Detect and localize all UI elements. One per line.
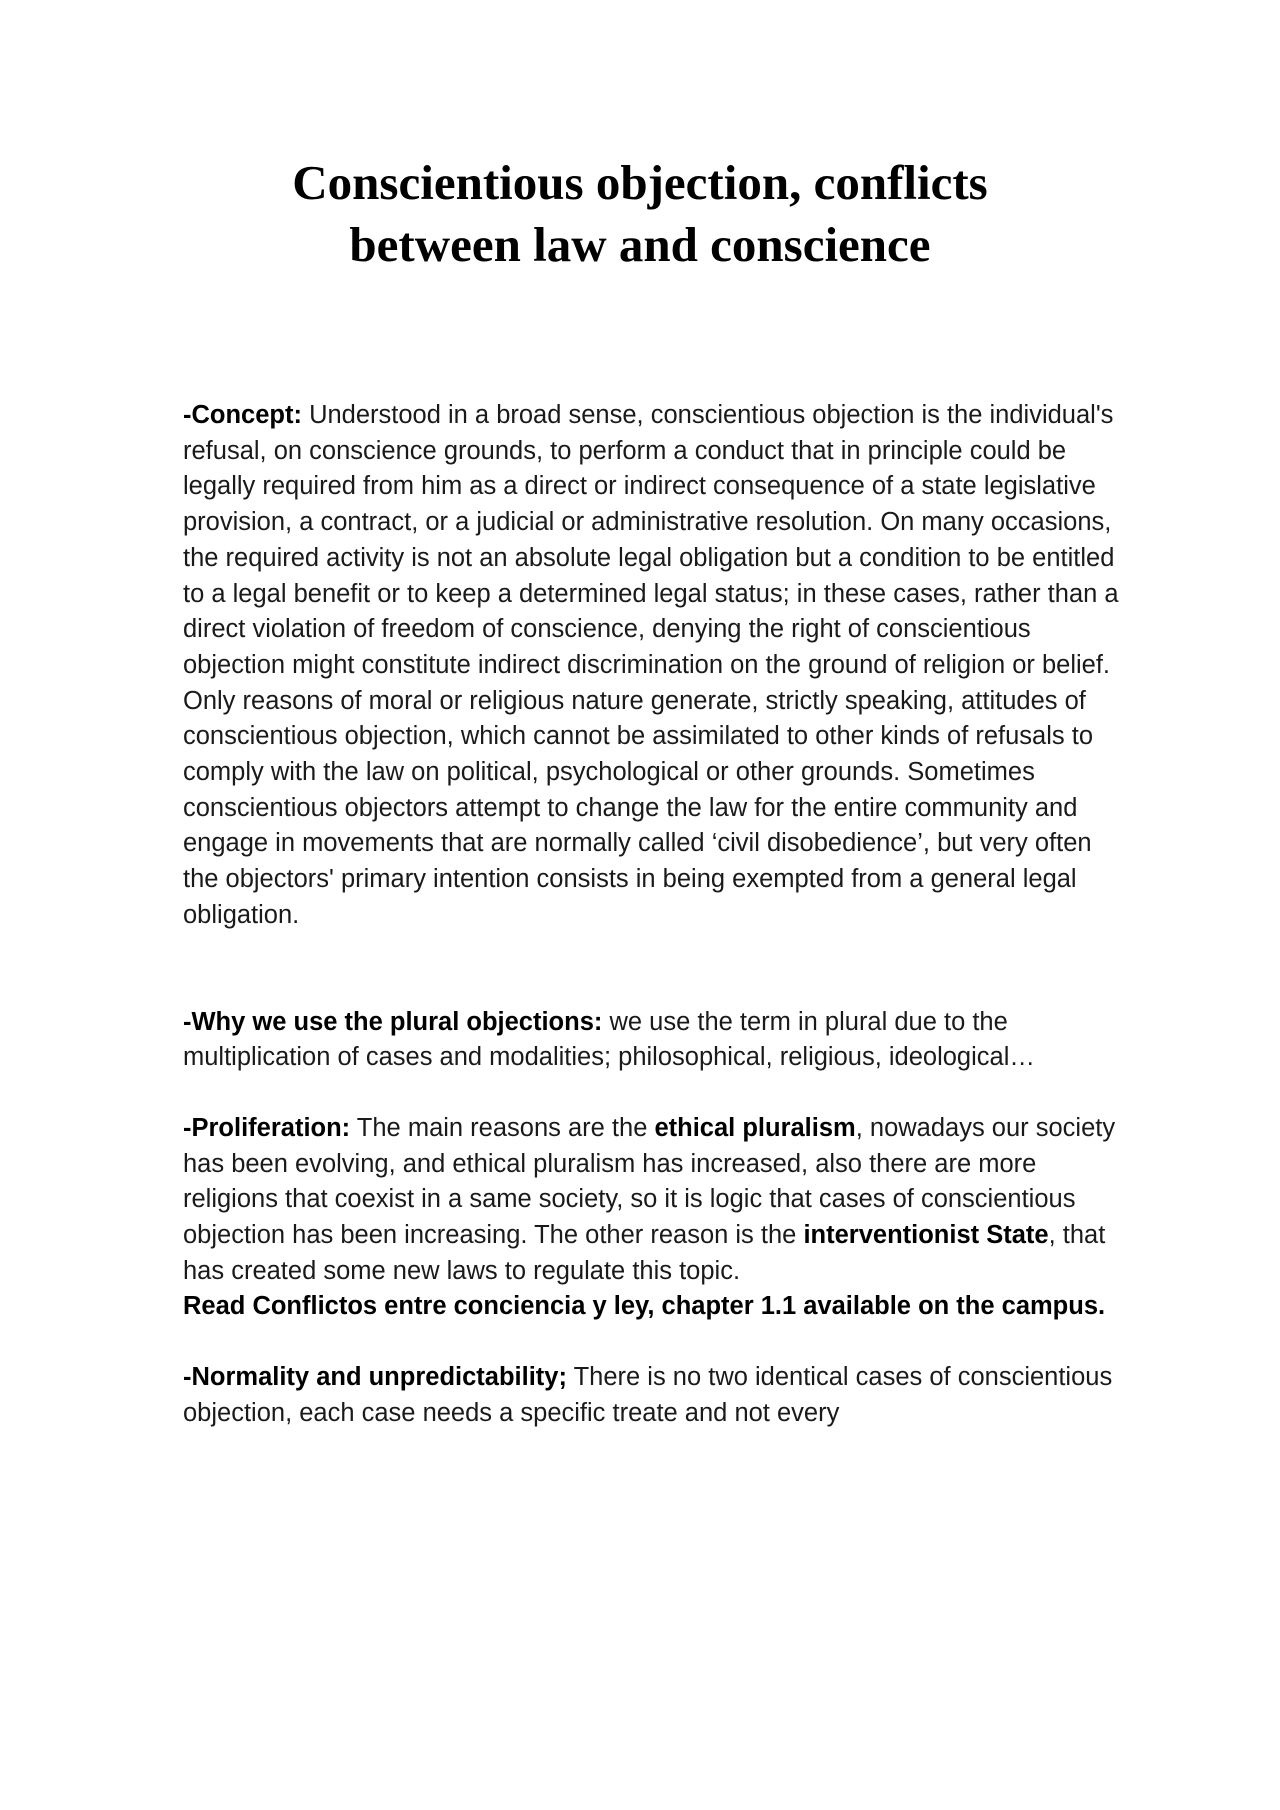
normality-text: There is no two identical cases of conscientious objection, each case needs a specific treate and not every <box>183 1363 1113 1427</box>
interventionist-state-term: interventionist State <box>803 1221 1049 1250</box>
proliferation-text-3: , that has created some new laws to regulate this topic. <box>183 1221 1106 1285</box>
paragraph-spacer <box>183 1076 1123 1111</box>
read-note-text: Read Conflictos entre conciencia y ley, chapter 1.1 available on the campus. <box>183 1292 1106 1321</box>
normality-paragraph <box>183 1360 1123 1431</box>
document-body <box>183 398 1123 1432</box>
plural-paragraph <box>183 1005 1123 1076</box>
page-title <box>0 152 1280 276</box>
title-line-1: Conscientious objection, conflicts <box>292 155 988 210</box>
proliferation-label: -Proliferation: <box>183 1113 351 1142</box>
proliferation-text-2: , nowadays our society has been evolving, and ethical pluralism has increased, also there are more religions that coexist in a same society, so it is logic that cases of conscientious objection has been increasing. The other reason is the <box>183 1113 1116 1250</box>
normality-label: -Normality and unpredictability; <box>183 1363 567 1392</box>
paragraph-spacer <box>183 1325 1123 1360</box>
proliferation-paragraph <box>183 1111 1123 1290</box>
proliferation-text-1: The main reasons are the <box>356 1113 648 1142</box>
concept-label: -Concept: <box>183 401 302 429</box>
read-note <box>183 1289 1123 1325</box>
concept-text: Understood in a broad sense, conscientious objection is the individual's refusal, on conscience grounds, to perform a conduct that in principle could be legally required from him as a direct or indirect consequence of a state legislative provision, a contract, or a judicial or administrative resolution. On many occasions, the required activity is not an absolute legal obligation but a condition to be entitled to a legal benefit or to keep a determined legal status; in these cases, rather than a direct violation of freedom of conscience, denying the right of conscientious objection might constitute indirect discrimination on the ground of religion or belief. Only reasons of moral or religious nature generate, strictly speaking, attitudes of conscientious objection, which cannot be assimilated to other kinds of refusals to comply with the law on political, psychological or other grounds. Sometimes conscientious objectors attempt to change the law for the entire community and engage in movements that are normally called ‘civil disobedience’, but very often the objectors' primary intention consists in being exempted from a general legal obligation. <box>183 401 1119 929</box>
plural-label: -Why we use the plural objections: <box>183 1007 603 1036</box>
plural-text: we use the term in plural due to the multiplication of cases and modalities; philosophical, religious, ideological… <box>183 1007 1035 1072</box>
ethical-pluralism-term: ethical pluralism <box>654 1113 856 1142</box>
paragraph-spacer <box>183 934 1123 1005</box>
concept-paragraph <box>183 398 1123 934</box>
title-line-2: between law and conscience <box>349 217 931 272</box>
